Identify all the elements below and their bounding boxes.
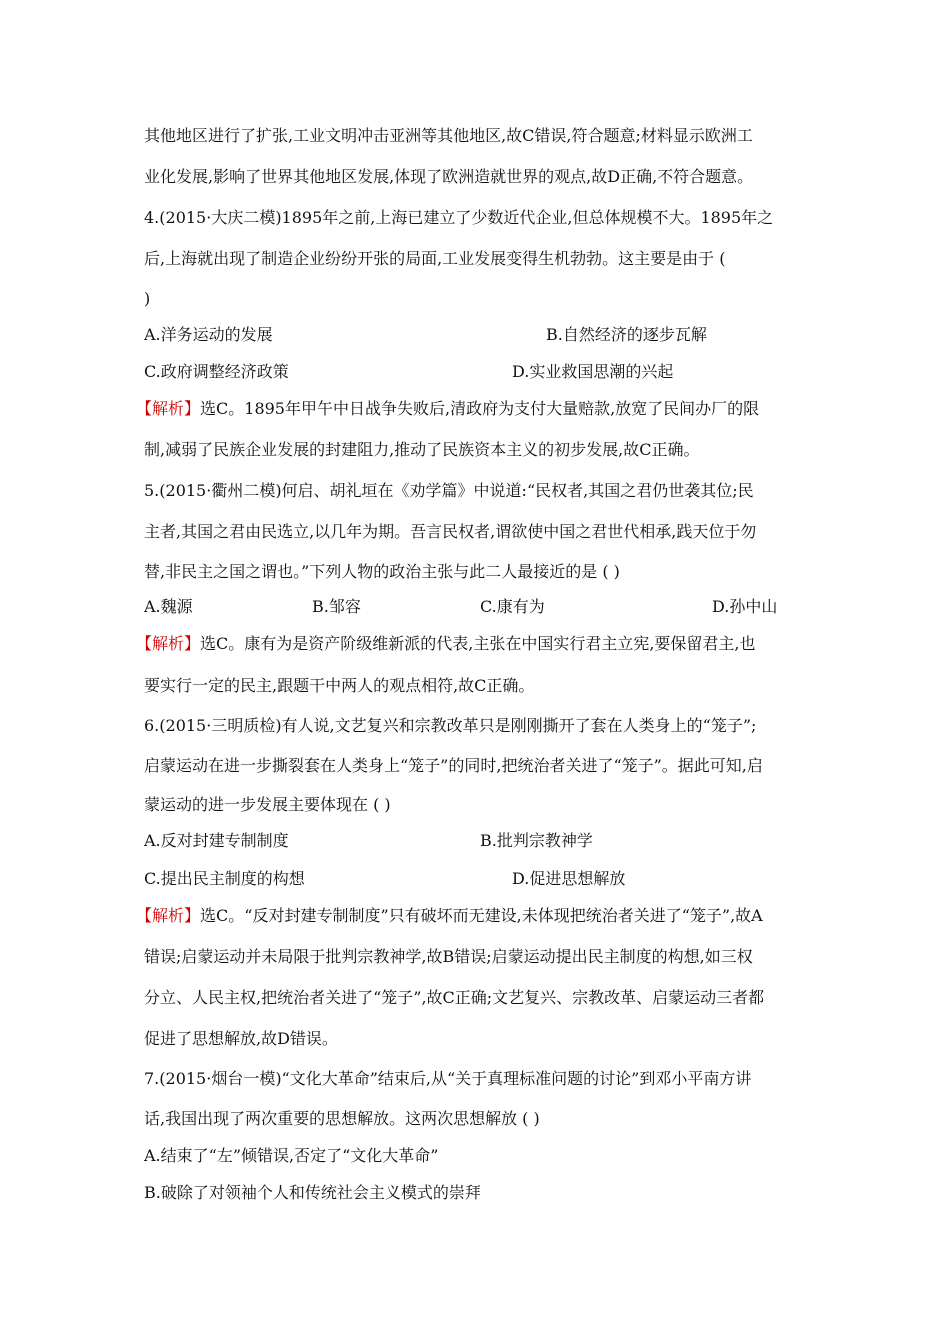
q6-option-c: C.提出民主制度的构想 xyxy=(144,869,305,888)
q6-stem-line-3: 蒙运动的进一步发展主要体现在 ( ) xyxy=(144,795,391,814)
q5-stem-line-3: 替,非民主之国之谓也。”下列人物的政治主张与此二人最接近的是 ( ) xyxy=(144,562,620,581)
q5-stem-line-2: 主者,其国之君由民选立,以几年为期。吾言民权者,谓欲使中国之君世代相承,践天位于勿 xyxy=(144,522,757,541)
q4-stem-line-3: ) xyxy=(144,289,151,308)
q5-analysis-text-1: 选C。康有为是资产阶级维新派的代表,主张在中国实行君主立宪,要保留君主,也 xyxy=(200,634,756,653)
q7-option-b: B.破除了对领袖个人和传统社会主义模式的崇拜 xyxy=(144,1183,481,1202)
analysis-label: 【解析】 xyxy=(136,906,201,925)
q4-option-b: B.自然经济的逐步瓦解 xyxy=(546,325,707,344)
q6-analysis-line-2: 错误;启蒙运动并未局限于批判宗教神学,故B错误;启蒙运动提出民主制度的构想,如三权 xyxy=(144,947,753,966)
q5-option-c: C.康有为 xyxy=(480,597,545,616)
q4-analysis-line-2: 制,减弱了民族企业发展的封建阻力,推动了民族资本主义的初步发展,故C正确。 xyxy=(144,440,700,459)
q4-analysis-text-1: 选C。1895年甲午中日战争失败后,清政府为支付大量赔款,放宽了民间办厂的限 xyxy=(200,399,760,418)
q4-option-a: A.洋务运动的发展 xyxy=(144,325,273,344)
q4-option-d: D.实业救国思潮的兴起 xyxy=(512,362,674,381)
q7-stem-line-1: 7.(2015·烟台一模)“文化大革命”结束后,从“关于真理标准问题的讨论”到邓小平南方讲 xyxy=(144,1069,752,1088)
q6-stem-line-2: 启蒙运动在进一步撕裂套在人类身上“笼子”的同时,把统治者关进了“笼子”。据此可知,启 xyxy=(144,756,763,775)
q4-option-c: C.政府调整经济政策 xyxy=(144,362,289,381)
q6-analysis-line-4: 促进了思想解放,故D错误。 xyxy=(144,1029,338,1048)
q6-stem-line-1: 6.(2015·三明质检)有人说,文艺复兴和宗教改革只是刚刚撕开了套在人类身上的“笼子”; xyxy=(144,716,757,735)
q5-option-b: B.邹容 xyxy=(312,597,361,616)
q5-analysis-line-1 xyxy=(136,634,756,654)
q6-option-d: D.促进思想解放 xyxy=(512,869,626,888)
q5-analysis-line-2: 要实行一定的民主,跟题干中两人的观点相符,故C正确。 xyxy=(144,676,535,695)
q7-stem-line-2: 话,我国出现了两次重要的思想解放。这两次思想解放 ( ) xyxy=(144,1109,540,1128)
q5-option-a: A.魏源 xyxy=(144,597,193,616)
q6-analysis-line-1 xyxy=(136,906,763,926)
q4-analysis-line-1 xyxy=(136,399,759,419)
q3-tail-line-1: 其他地区进行了扩张,工业文明冲击亚洲等其他地区,故C错误,符合题意;材料显示欧洲工 xyxy=(144,126,753,145)
q7-option-a: A.结束了“左”倾错误,否定了“文化大革命” xyxy=(144,1146,439,1165)
q4-stem-line-2: 后,上海就出现了制造企业纷纷开张的局面,工业发展变得生机勃勃。这主要是由于 ( xyxy=(144,249,726,268)
analysis-label: 【解析】 xyxy=(136,399,201,418)
q6-option-b: B.批判宗教神学 xyxy=(480,831,593,850)
q6-analysis-line-3: 分立、人民主权,把统治者关进了“笼子”,故C正确;文艺复兴、宗教改革、启蒙运动三者都 xyxy=(144,988,765,1007)
analysis-label: 【解析】 xyxy=(136,634,201,653)
q5-option-d: D.孙中山 xyxy=(712,597,778,616)
q3-tail-line-2: 业化发展,影响了世界其他地区发展,体现了欧洲造就世界的观点,故D正确,不符合题意。 xyxy=(144,167,754,186)
q4-stem-line-1: 4.(2015·大庆二模)1895年之前,上海已建立了少数近代企业,但总体规模不大。1895年之 xyxy=(144,208,774,227)
q6-analysis-text-1: 选C。“反对封建专制制度”只有破坏而无建设,未体现把统治者关进了“笼子”,故A xyxy=(200,906,763,925)
q5-stem-line-1: 5.(2015·衢州二模)何启、胡礼垣在《劝学篇》中说道:“民权者,其国之君仍世袭其位;民 xyxy=(144,481,754,500)
q6-option-a: A.反对封建专制制度 xyxy=(144,831,289,850)
